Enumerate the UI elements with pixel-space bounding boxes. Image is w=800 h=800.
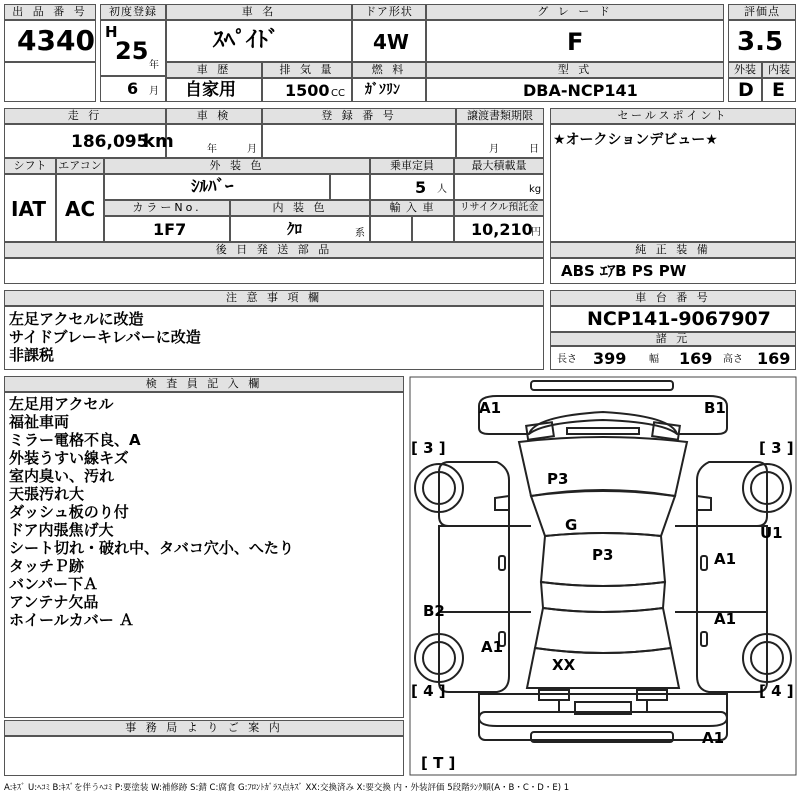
car-name: ｽﾍﾟｲﾄﾞ: [213, 28, 280, 53]
ext-color-label: 外 装 色: [104, 158, 370, 174]
model-label: 型 式: [426, 62, 724, 78]
width: 169: [679, 349, 713, 368]
import-cell-b: [412, 216, 454, 242]
shift-cell: [4, 174, 56, 242]
shift: IAT: [11, 197, 47, 221]
max-load-unit: kg: [529, 184, 542, 195]
office-label: 事 務 局 よ り ご 案 内: [4, 720, 404, 736]
exterior-grade: D: [738, 79, 754, 101]
displacement-label: 排 気 量: [262, 62, 352, 78]
recycle-fee: 10,210: [471, 220, 533, 239]
later-parts-cell: [4, 258, 544, 284]
shift-label: シフト: [4, 158, 56, 174]
displacement-cell: [262, 78, 352, 102]
model-cell: [426, 78, 724, 102]
grade-cell: [426, 20, 724, 62]
spec-cell: [550, 346, 796, 370]
caution-cell: [4, 306, 544, 370]
inspector-line: ホイールカバー Ａ: [9, 611, 134, 629]
mark-a1-right-front-door: A1: [714, 550, 737, 568]
score: 3.5: [737, 27, 784, 57]
history-cell: [166, 78, 262, 102]
mark-a1-front-left: A1: [479, 399, 502, 417]
inspector-line: 室内臭い、汚れ: [9, 467, 115, 485]
ext-color-cell: [104, 174, 330, 200]
inspector-line: 福祉車両: [9, 413, 70, 431]
int-color-suffix: 系: [355, 228, 365, 239]
capacity: 5: [415, 178, 427, 197]
inspection-month-unit: 月: [247, 144, 257, 155]
mark-bracket-3-left: [ 3 ]: [411, 439, 446, 457]
equipment-label: 純 正 装 備: [550, 242, 796, 258]
mark-u1-right: U1: [760, 524, 783, 542]
transfer-day-unit: 日: [529, 144, 539, 155]
inspector-line: 外装うすい線キズ: [9, 449, 129, 467]
recycle-unit: 円: [531, 227, 541, 238]
length: 399: [593, 349, 627, 368]
inspector-line: ミラー電格不良、A: [9, 431, 141, 449]
car-name-cell: [166, 20, 352, 62]
score-cell: [728, 20, 796, 62]
model: DBA-NCP141: [523, 81, 638, 100]
int-color-label: 内 装 色: [230, 200, 370, 216]
height-label: 高さ: [723, 354, 743, 365]
mileage-cell: [4, 124, 174, 158]
reg-month-unit: 月: [149, 86, 159, 97]
width-label: 幅: [649, 354, 659, 365]
transfer-cell: [456, 124, 544, 158]
transfer-month-unit: 月: [489, 144, 499, 155]
chassis-label: 車 台 番 号: [550, 290, 796, 306]
caution-label: 注 意 事 項 欄: [4, 290, 544, 306]
spec-label: 諸 元: [550, 332, 796, 346]
interior-grade-label: 内装: [762, 62, 796, 78]
interior-grade-cell: [762, 78, 796, 102]
door-cell: [352, 20, 426, 62]
inspector-line: アンテナ欠品: [9, 593, 99, 611]
lot-number-blank: [4, 62, 96, 102]
inspection-year-unit: 年: [207, 144, 217, 155]
office-cell: [4, 736, 404, 776]
max-load-cell: [454, 174, 544, 200]
reg-year: 25: [115, 37, 149, 65]
lot-number-label: 出 品 番 号: [4, 4, 96, 20]
mileage: 186,095: [71, 132, 149, 152]
recycle-cell: [454, 216, 544, 242]
sales-text: ★オークションデビュー★: [553, 132, 718, 148]
color-no-label: カラーNo.: [104, 200, 230, 216]
mileage-unit: km: [143, 131, 174, 152]
mark-xx-rear: XX: [552, 656, 576, 674]
mark-bracket-4-left: [ 4 ]: [411, 682, 446, 700]
exterior-grade-label: 外装: [728, 62, 762, 78]
inspector-cell: [4, 392, 404, 718]
ext-color: ｼﾙﾊﾞｰ: [191, 177, 234, 197]
lot-number-cell: [4, 20, 96, 62]
inspection-cell: [166, 124, 262, 158]
inspector-line: バンパー下Ａ: [9, 575, 98, 593]
sales-label: セールスポイント: [550, 108, 796, 124]
import-label: 輸 入 車: [370, 200, 454, 216]
inspector-line: タッチＰ跡: [9, 557, 85, 575]
ext-color-extra: [330, 174, 370, 200]
exterior-grade-cell: [728, 78, 762, 102]
aircon-cell: [56, 174, 104, 242]
aircon: AC: [65, 197, 96, 221]
chassis-cell: [550, 306, 796, 332]
length-label: 長さ: [557, 354, 577, 365]
aircon-label: エアコン: [56, 158, 104, 174]
door-label: ドア形状: [352, 4, 426, 20]
inspection-label: 車 検: [166, 108, 262, 124]
era-letter: H: [105, 23, 118, 41]
color-no-cell: [104, 216, 230, 242]
mark-bracket-4-right: [ 4 ]: [759, 682, 794, 700]
caution-line: 非課税: [9, 346, 55, 364]
fuel-cell: [352, 78, 426, 102]
capacity-label: 乗車定員: [370, 158, 454, 174]
recycle-label: リサイクル預託金: [454, 200, 544, 216]
inspector-line: シート切れ・破れ中、タバコ穴小、へたり: [9, 539, 294, 557]
mark-p3-windshield: P3: [547, 470, 569, 488]
grade: F: [567, 28, 584, 56]
registration-cell: [262, 124, 456, 158]
fuel: ｶﾞｿﾘﾝ: [365, 82, 400, 98]
inspector-label: 検 査 員 記 入 欄: [4, 376, 404, 392]
capacity-unit: 人: [437, 184, 447, 195]
mileage-label: 走 行: [4, 108, 166, 124]
mark-a1-rear-bumper: A1: [702, 729, 725, 747]
displacement-unit: CC: [331, 88, 345, 99]
mark-bracket-t: [ T ]: [421, 754, 456, 772]
door-type: 4W: [373, 30, 409, 54]
int-color-cell: [230, 216, 370, 242]
equipment-cell: [550, 258, 796, 284]
registration-label: 登 録 番 号: [262, 108, 456, 124]
max-load-label: 最大積載量: [454, 158, 544, 174]
first-reg-cell: [100, 20, 166, 76]
mark-b2-left: B2: [423, 602, 445, 620]
reg-month: 6: [127, 79, 139, 98]
mark-bracket-3-right: [ 3 ]: [759, 439, 794, 457]
color-no: 1F7: [153, 220, 187, 239]
inspector-line: 左足用アクセル: [9, 395, 114, 413]
caution-line: 左足アクセルに改造: [9, 310, 144, 328]
history-label: 車 歴: [166, 62, 262, 78]
reg-year-unit: 年: [149, 60, 159, 71]
score-label: 評価点: [728, 4, 796, 20]
mark-p3-roof: P3: [592, 546, 614, 564]
legend: A:ｷｽﾞ U:ﾍｺﾐ B:ｷｽﾞを伴うﾍｺﾐ P:要塗装 W:補修跡 S:錆 C:腐食 G:ﾌﾛﾝﾄｶﾞﾗｽ点ｷｽﾞ XX:交換済み X:要交換 内・外装評価 5段階ﾗﾝｸ順(A・B・C・D・E) 1: [4, 783, 570, 793]
mark-a1-left-rear: A1: [481, 638, 504, 656]
later-parts-label: 後 日 発 送 部 品: [4, 242, 544, 258]
inspector-line: ダッシュ板のり付: [9, 503, 129, 521]
capacity-cell: [370, 174, 454, 200]
height: 169: [757, 349, 791, 368]
car-outline: [409, 376, 797, 776]
sales-cell: [550, 124, 796, 242]
car-damage-diagram: [409, 376, 797, 776]
inspector-list: [9, 395, 294, 629]
first-reg-label: 初度登録: [100, 4, 166, 20]
import-cell-a: [370, 216, 412, 242]
mark-a1-right-rear-door: A1: [714, 610, 737, 628]
caution-list: [9, 310, 201, 364]
mark-g-roof: G: [565, 516, 578, 534]
chassis-number: NCP141-9067907: [587, 308, 771, 330]
interior-grade: E: [772, 79, 785, 101]
history: 自家用: [185, 80, 236, 100]
transfer-label: 譲渡書類期限: [456, 108, 544, 124]
inspector-line: 天張汚れ大: [9, 485, 85, 503]
lot-number: 4340: [17, 24, 95, 57]
displacement: 1500: [285, 81, 330, 100]
fuel-label: 燃 料: [352, 62, 426, 78]
caution-line: サイドブレーキレバーに改造: [9, 328, 201, 346]
reg-month-cell: [100, 76, 166, 102]
grade-label: グ レ ー ド: [426, 4, 724, 20]
inspector-line: ドア内張焦げ大: [9, 521, 114, 539]
equipment-text: ABS ｴｱB PS PW: [561, 262, 687, 280]
car-name-label: 車 名: [166, 4, 352, 20]
mark-b1-front-right: B1: [704, 399, 726, 417]
int-color: ｸﾛ: [287, 220, 303, 238]
